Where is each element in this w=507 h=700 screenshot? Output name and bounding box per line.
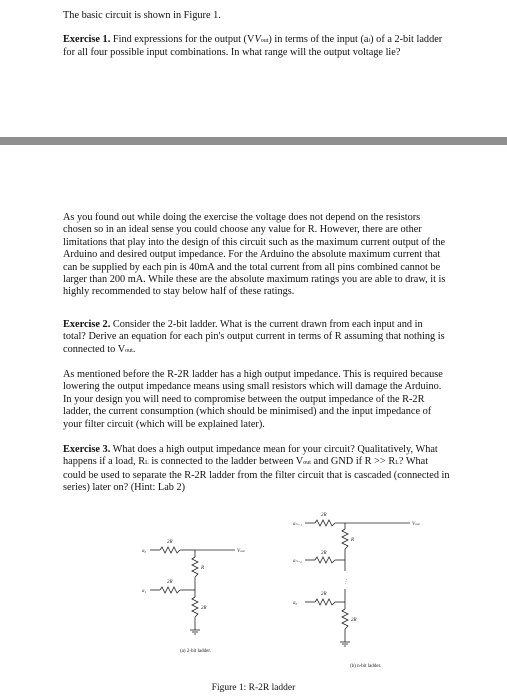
para-line: chosen so in an ideal sense you could choose any value for R. However, there are other xyxy=(63,224,422,236)
label-2r-bottom: 2R xyxy=(201,606,207,611)
exercise-1 xyxy=(63,34,483,60)
sub-l: L xyxy=(395,460,399,467)
var-v: V xyxy=(254,34,261,45)
exercise-3-line3: could be used to separate the R-2R ladder from the filter circuit that is cascaded (connected in xyxy=(63,469,450,481)
label-r: R xyxy=(201,566,205,571)
exercise-1-text-b: ) in terms of the input (a xyxy=(268,34,369,45)
para-line: Arduino and desired output impedance. For the Arduino the absolute maximum current that xyxy=(63,249,441,261)
para-line: limitations that play into the design of this circuit such as the maximum current output of the xyxy=(63,236,446,248)
exercise-3-line2d: ? What xyxy=(398,456,429,468)
subcaption-a: (a) 2-bit ladder. xyxy=(180,649,211,654)
label-input-bot: a₀ xyxy=(293,601,298,606)
exercise-1-text: Find expressions for the output (V xyxy=(110,34,255,45)
exercise-1-line2: for all four possible input combinations. In what range will the output voltage lie? xyxy=(63,47,401,59)
label-2r-top: 2R xyxy=(167,540,173,545)
exercise-3-line1: What does a high output impedance mean for your circuit? Qualitatively, What xyxy=(110,444,438,455)
para-line: lowering the output impedance means using small resistors which will damage the Arduino. xyxy=(63,381,442,393)
label-r2: 2R xyxy=(351,618,357,623)
intro-line: The basic circuit is shown in Figure 1. xyxy=(63,10,221,21)
exercise-3 xyxy=(63,444,483,495)
sub-out: out xyxy=(260,38,269,44)
para-resistors xyxy=(63,212,483,299)
para-line: As mentioned before the R-2R ladder has a high output impedance. This is required because xyxy=(63,369,443,380)
exercise-2-line1: Consider the 2-bit ladder. What is the current drawn from each input and in xyxy=(110,319,423,330)
page-separator xyxy=(0,137,507,145)
exercise-3-line2b: is connected to the ladder between V xyxy=(148,456,304,468)
exercise-3-line2a: happens if a load, R xyxy=(63,456,146,468)
exercise-2-label: Exercise 2. xyxy=(63,319,111,330)
para-impedance xyxy=(63,369,483,431)
para-line: As you found out while doing the exercise the voltage does not depend on the resistors xyxy=(63,212,421,223)
para-line: highly recommended to stay below half of these ratings. xyxy=(63,286,295,298)
label-a1: a₁ xyxy=(142,589,147,594)
figure-caption: Figure 1: R-2R ladder xyxy=(211,683,296,693)
exercise-2 xyxy=(63,319,483,357)
para-line: In your design you will need to compromise between the output impedance of the R-2R xyxy=(63,393,425,405)
label-2r-c: 2R xyxy=(321,592,327,597)
exercise-3-label: Exercise 3. xyxy=(63,444,111,455)
label-2r-b: 2R xyxy=(321,551,327,556)
r2r-ladder-figure xyxy=(140,505,430,685)
para-line: your filter circuit (which will be explained later). xyxy=(63,418,265,430)
exercise-1-text-c: ) of a 2-bit ladder xyxy=(370,34,443,45)
exercise-2-line3: connected to V xyxy=(63,343,126,355)
exercise-3-line4: series) later on? (Hint: Lab 2) xyxy=(63,482,186,494)
exercise-2-line2: total? Derive an equation for each pin's output current in terms of R assuming that nothing is xyxy=(63,331,445,343)
exercise-3-line2c: and GND if R >> R xyxy=(310,456,396,468)
label-r1: R xyxy=(351,538,355,543)
label-2r-mid: 2R xyxy=(167,580,173,585)
para-line: larger than 200 mA. While these are the absolute maximum ratings you are able to draw, it is xyxy=(63,274,446,286)
label-2r-a: 2R xyxy=(321,513,327,518)
label-input-mid: aₙ₋₂ xyxy=(293,559,302,564)
para-line: can be supplied by each pin is 40mA and the total current from all pins combined cannot be xyxy=(63,261,441,273)
exercise-1-label: Exercise 1. xyxy=(63,34,111,45)
label-a0: a₀ xyxy=(142,549,147,554)
sub-out: out xyxy=(303,460,311,467)
label-input-top: aₙ₋₁ xyxy=(293,522,302,527)
label-vout-right: Vout xyxy=(412,522,420,527)
sub-i: i xyxy=(368,38,371,44)
sub-l: L xyxy=(145,460,149,467)
sub-out: out xyxy=(125,347,133,354)
label-vout-left: Vout xyxy=(237,549,245,554)
period: . xyxy=(132,343,136,355)
ellipsis: ⋮ xyxy=(343,580,348,585)
subcaption-b: (b) n-bit ladder. xyxy=(350,664,382,669)
para-line: ladder, the current consumption (which should be minimised) and the input impedance of xyxy=(63,406,432,418)
